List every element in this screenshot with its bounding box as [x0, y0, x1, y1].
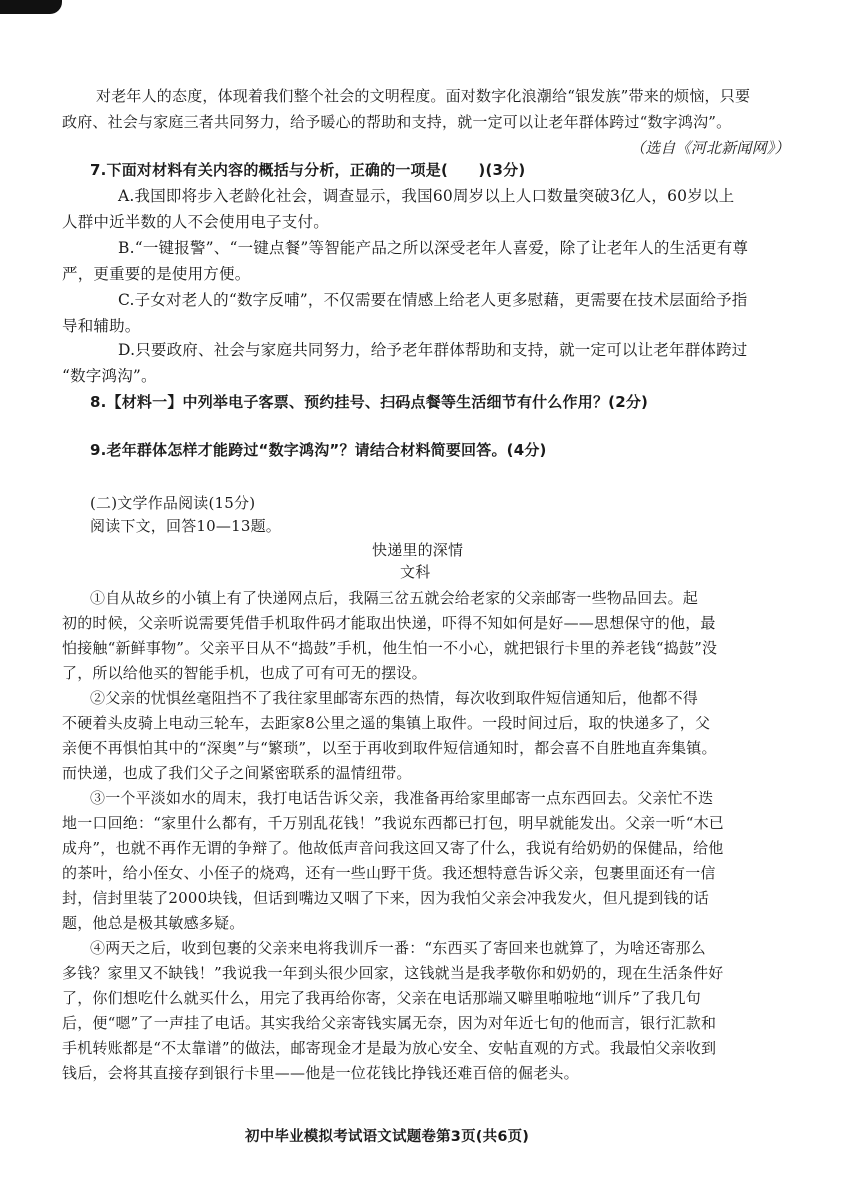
- paragraph-3-line: 的茶叶，给小侄女、小侄子的烧鸡，还有一些山野干货。我还想特意告诉父亲，包裹里面还有一信: [62, 864, 716, 882]
- q7-option-d-2: “数字鸿沟”。: [62, 367, 157, 385]
- paragraph-2-line: 不硬着头皮骑上电动三轮车，去距家8公里之遥的集镇上取件。一段时间过后，取的快递多了，父: [62, 714, 711, 732]
- paragraph-4-line: 了，你们想吃什么就买什么，用完了我再给你寄，父亲在电话那端又噼里啪啦地“训斥”了我几句: [62, 989, 701, 1007]
- paragraph-1-line: 怕接触“新鲜事物”。父亲平日从不“捣鼓”手机，他生怕一不小心，就把银行卡里的养老钱“捣鼓”没: [62, 639, 718, 657]
- section-2-instruction: 阅读下文，回答10—13题。: [90, 517, 281, 535]
- paragraph-1-line: 初的时候，父亲听说需要凭借手机取件码才能取出快递，吓得不知如何是好——思想保守的他，最: [62, 614, 716, 632]
- paragraph-3-line: 地一口回绝：“家里什么都有，千万别乱花钱！”我说东西都已打包，明早就能发出。父亲一听“木已: [62, 814, 725, 832]
- question-9: 9.老年群体怎样才能跨过“数字鸿沟”？请结合材料简要回答。(4分): [90, 441, 547, 459]
- paragraph-4-line: 钱后，会将其直接存到银行卡里——他是一位花钱比挣钱还难百倍的倔老头。: [62, 1064, 579, 1082]
- paragraph-1-line: ①自从故乡的小镇上有了快递网点后，我隔三岔五就会给老家的父亲邮寄一些物品回去。起: [90, 589, 699, 607]
- scan-corner-mark: [0, 0, 62, 14]
- paragraph-4-line: 手机转账都是“不太靠谱”的做法，邮寄现金才是最为放心安全、安帖直观的方式。我最怕父亲收到: [62, 1039, 717, 1057]
- paragraph-3-line: 封，信封里装了2000块钱，但话到嘴边又咽了下来，因为我怕父亲会冲我发火，但凡提到钱的话: [62, 889, 709, 907]
- article-title: 快递里的深情: [372, 541, 464, 559]
- paragraph-4-line: 多钱？家里又不缺钱！”我说我一年到头很少回家，这钱就当是我孝敬你和奶奶的，现在生活条件好: [62, 964, 724, 982]
- paragraph-2-line: 而快递，也成了我们父子之间紧密联系的温情纽带。: [62, 764, 412, 782]
- paragraph-4-line: ④两天之后，收到包裹的父亲来电将我训斥一番：“东西买了寄回来也就算了，为啥还寄那么: [90, 939, 706, 957]
- q7-option-b-2: 严，更重要的是使用方便。: [62, 265, 251, 283]
- q7-option-a-2: 人群中近半数的人不会使用电子支付。: [62, 213, 329, 231]
- q7-option-c-2: 导和辅助。: [62, 317, 141, 335]
- paragraph-2-line: ②父亲的忧惧丝毫阻挡不了我往家里邮寄东西的热情，每次收到取件短信通知后，他都不得: [90, 689, 699, 707]
- page-footer: 初中毕业模拟考试语文试题卷第3页(共6页): [245, 1129, 530, 1145]
- paragraph-1-line: 了，所以给他买的智能手机，也成了可有可无的摆设。: [62, 664, 427, 682]
- question-7-stem: 7.下面对材料有关内容的概括与分析，正确的一项是( )(3分): [90, 161, 526, 179]
- q7-option-c-1: C.子女对老人的“数字反哺”，不仅需要在情感上给老人更多慰藉，更需要在技术层面给予指: [118, 291, 748, 309]
- paragraph-3-line: 成舟”，也就不再作无谓的争辩了。他故低声音问我这回又寄了什么，我说有给奶奶的保健品，给他: [62, 839, 724, 857]
- q7-option-b-1: B.“一键报警”、“一键点餐”等智能产品之所以深受老年人喜爱，除了让老年人的生活更有尊: [118, 239, 749, 257]
- paragraph-2-line: 亲便不再惧怕其中的“深奥”与“繁琐”，以至于再收到取件短信通知时，都会喜不自胜地直奔集镇。: [62, 739, 717, 757]
- paragraph-4-line: 后，便“嗯”了一声挂了电话。其实我给父亲寄钱实属无奈，因为对年近七旬的他而言，银行汇款和: [62, 1014, 717, 1032]
- paragraph-3-line: ③一个平淡如水的周末，我打电话告诉父亲，我准备再给家里邮寄一点东西回去。父亲忙不迭: [90, 789, 714, 807]
- q7-option-a-1: A.我国即将步入老龄化社会，调查显示，我国60周岁以上人口数量突破3亿人，60岁以上: [118, 187, 735, 205]
- q7-option-d-1: D.只要政府、社会与家庭共同努力，给予老年群体帮助和支持，就一定可以让老年群体跨过: [118, 341, 748, 359]
- intro-line-2: 政府、社会与家庭三者共同努力，给予暖心的帮助和支持，就一定可以让老年群体跨过“数字鸿沟”。: [62, 113, 732, 131]
- intro-source: （选自《河北新闻网》）: [630, 139, 790, 157]
- question-8: 8.【材料一】中列举电子客票、预约挂号、扫码点餐等生活细节有什么作用？(2分): [90, 393, 649, 411]
- article-author: 文科: [400, 563, 431, 581]
- section-2-heading: (二)文学作品阅读(15分): [90, 494, 256, 512]
- paragraph-3-line: 题，他总是极其敏感多疑。: [62, 914, 245, 932]
- intro-line-1: 对老年人的态度，体现着我们整个社会的文明程度。面对数字化浪潮给“银发族”带来的烦恼，只要: [96, 87, 751, 105]
